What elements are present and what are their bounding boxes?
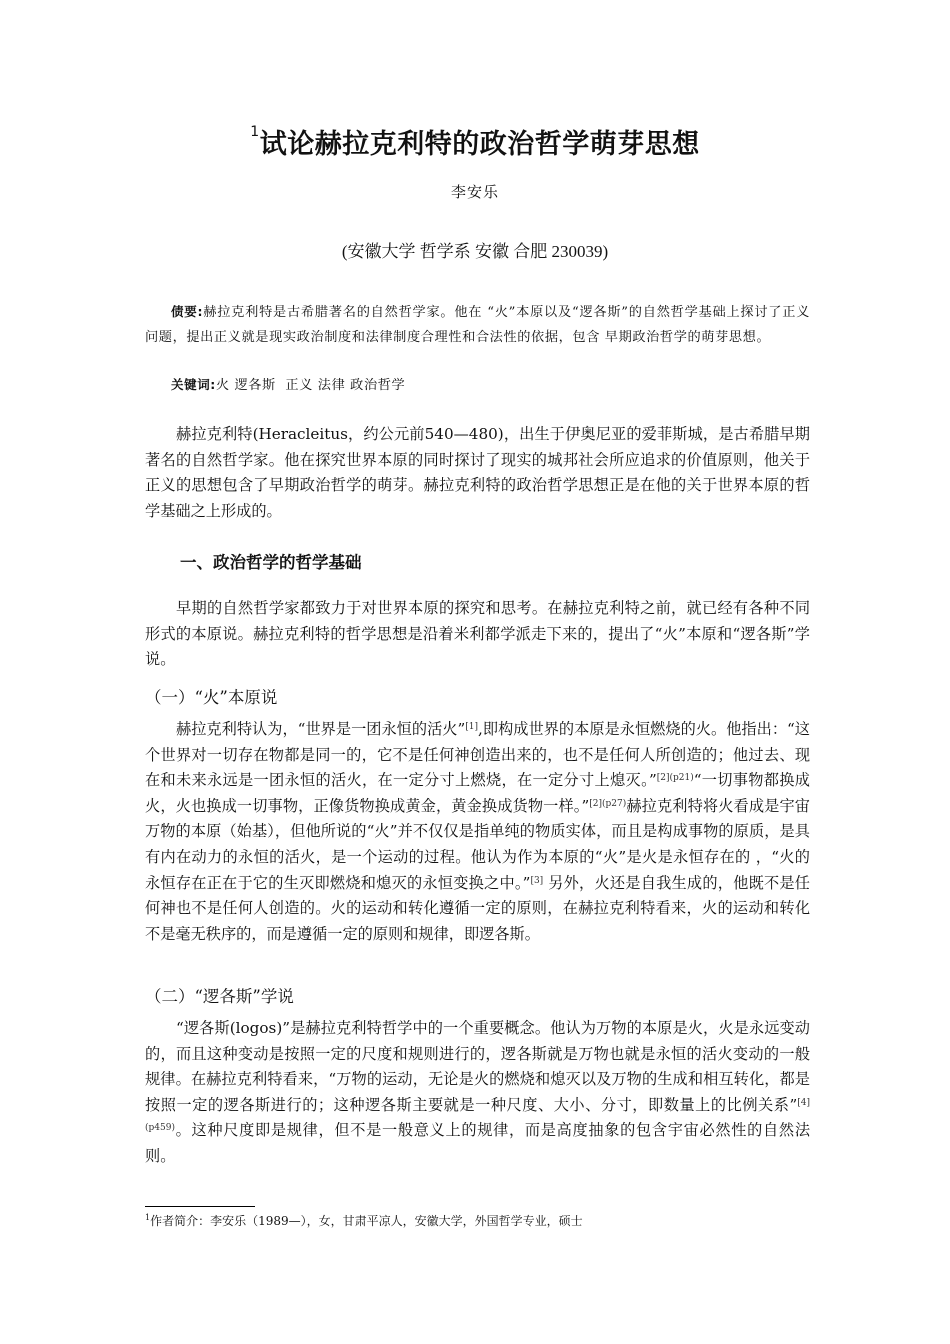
citation: [4](p459) — [145, 1097, 810, 1134]
fire-paragraph-block — [145, 717, 810, 947]
keywords — [171, 374, 405, 393]
author-name: 李安乐 — [450, 183, 499, 201]
fire-paragraph — [145, 717, 810, 947]
intro-paragraph-block — [145, 422, 810, 524]
keywords-text: 火 逻各斯 正义 法律 政治哲学 — [215, 378, 406, 393]
paper-title — [0, 122, 950, 161]
fire-text-3: “一切事物都换成火，火也换成一切事物，正像货物换成黄金，黄金换成货物一样。” — [145, 771, 810, 815]
fire-text-2: ,即构成世界的本原是永恒燃烧的火。他指出：“这个世界对一切存在物都是同一的，它不是任何神创造出来的，也不是任何人所创造的；他过去、现在和未来永远是一团永恒的活火，在一定分寸上燃烧，在一定分寸上熄灭。” — [145, 720, 810, 790]
citation: [1] — [465, 722, 479, 732]
logos-text-2: 。这种尺度即是规律，但不是一般意义上的规律，而是高度抽象的包含宇宙必然性的自然法则。 — [145, 1121, 810, 1165]
logos-paragraph-block — [145, 1016, 810, 1170]
citation: [3] — [530, 875, 544, 886]
section1-paragraph-block — [145, 596, 810, 673]
logos-text-1: “逻各斯(logos)”是赫拉克利特哲学中的一个重要概念。他认为万物的本原是火，火是永远变动的，而且这种变动是按照一定的尺度和规则进行的，逻各斯就是万物也就是永恒的活火变动的一般规律。在赫拉克利特看来，“万物的运动，无论是火的燃烧和熄灭以及万物的生成和相互转化，都是按照一定的逻各斯进行的；这种逻各斯主要就是一种尺度、大小、分寸，即数量上的比例关系” — [145, 1019, 810, 1114]
footnote-marker: 1 — [145, 1213, 151, 1222]
title-text: 试论赫拉克利特的政治哲学萌芽思想 — [259, 129, 700, 160]
abstract-text: 赫拉克利特是古希腊著名的自然哲学家。他在 “火”本原以及“逻各斯”的自然哲学基础上探讨了正义问题，提出正义就是现实政治制度和法律制度合理性和合法性的依据，包含 早期政治哲学的萌芽思想。 — [145, 305, 810, 345]
footnote-text: 作者简介：李安乐（1989—），女，甘肃平凉人，安徽大学，外国哲学专业，硕士 — [150, 1214, 583, 1228]
footnote-divider — [145, 1206, 255, 1207]
fire-text-1: 赫拉克利特认为，“世界是一团永恒的活火” — [176, 720, 466, 738]
fire-text-4: 赫拉克利特将火看成是宇宙万物的本原（始基），但他所说的“火”并不仅仅是指单纯的物质实体，而且是构成事物的原质，是具有内在动力的永恒的活火，是一个运动的过程。他认为作为本原的“火”是火是永恒存在的 ，“火的永恒存在正在于它的生灭即燃烧和熄灭的永恒变换之中。” — [145, 796, 810, 892]
section-heading-1: 一、政治哲学的哲学基础 — [180, 553, 362, 572]
subsection-heading-fire: （一）“火”本原说 — [145, 688, 278, 707]
section1-paragraph: 早期的自然哲学家都致力于对世界本原的探究和思考。在赫拉克利特之前，就已经有各种不同形式的本原说。赫拉克利特的哲学思想是沿着米利都学派走下来的，提出了“火”本原和“逻各斯”学说。 — [145, 599, 810, 669]
abstract — [145, 299, 810, 350]
logos-paragraph — [145, 1016, 810, 1170]
citation: [2](p27) — [589, 798, 627, 809]
intro-paragraph: 赫拉克利特(Heracleitus，约公元前540—480)，出生于伊奥尼亚的爱菲斯城，是古希腊早期著名的自然哲学家。他在探究世界本原的同时探讨了现实的城邦社会所应追求的价值原则，他关于正义的思想包含了早期政治哲学的萌芽。赫拉克利特的政治哲学思想正是在他的关于世界本原的哲学基础之上形成的。 — [145, 425, 810, 520]
title-footnote-marker: 1 — [250, 124, 260, 140]
subsection-heading-logos: （二）“逻各斯”学说 — [145, 987, 294, 1006]
abstract-label: 债要: — [171, 304, 204, 319]
citation: [2](p21) — [656, 773, 694, 784]
footnote — [145, 1212, 583, 1229]
author-affiliation: (安徽大学 哲学系 安徽 合肥 230039) — [341, 242, 609, 261]
keywords-label: 关键词: — [171, 377, 216, 392]
fire-text-5: 另外，火还是自我生成的，他既不是任何神也不是任何人创造的。火的运动和转化遵循一定的原则，在赫拉克利特看来，火的运动和转化不是毫无秩序的，而是遵循一定的原则和规律，即逻各斯。 — [145, 873, 810, 943]
